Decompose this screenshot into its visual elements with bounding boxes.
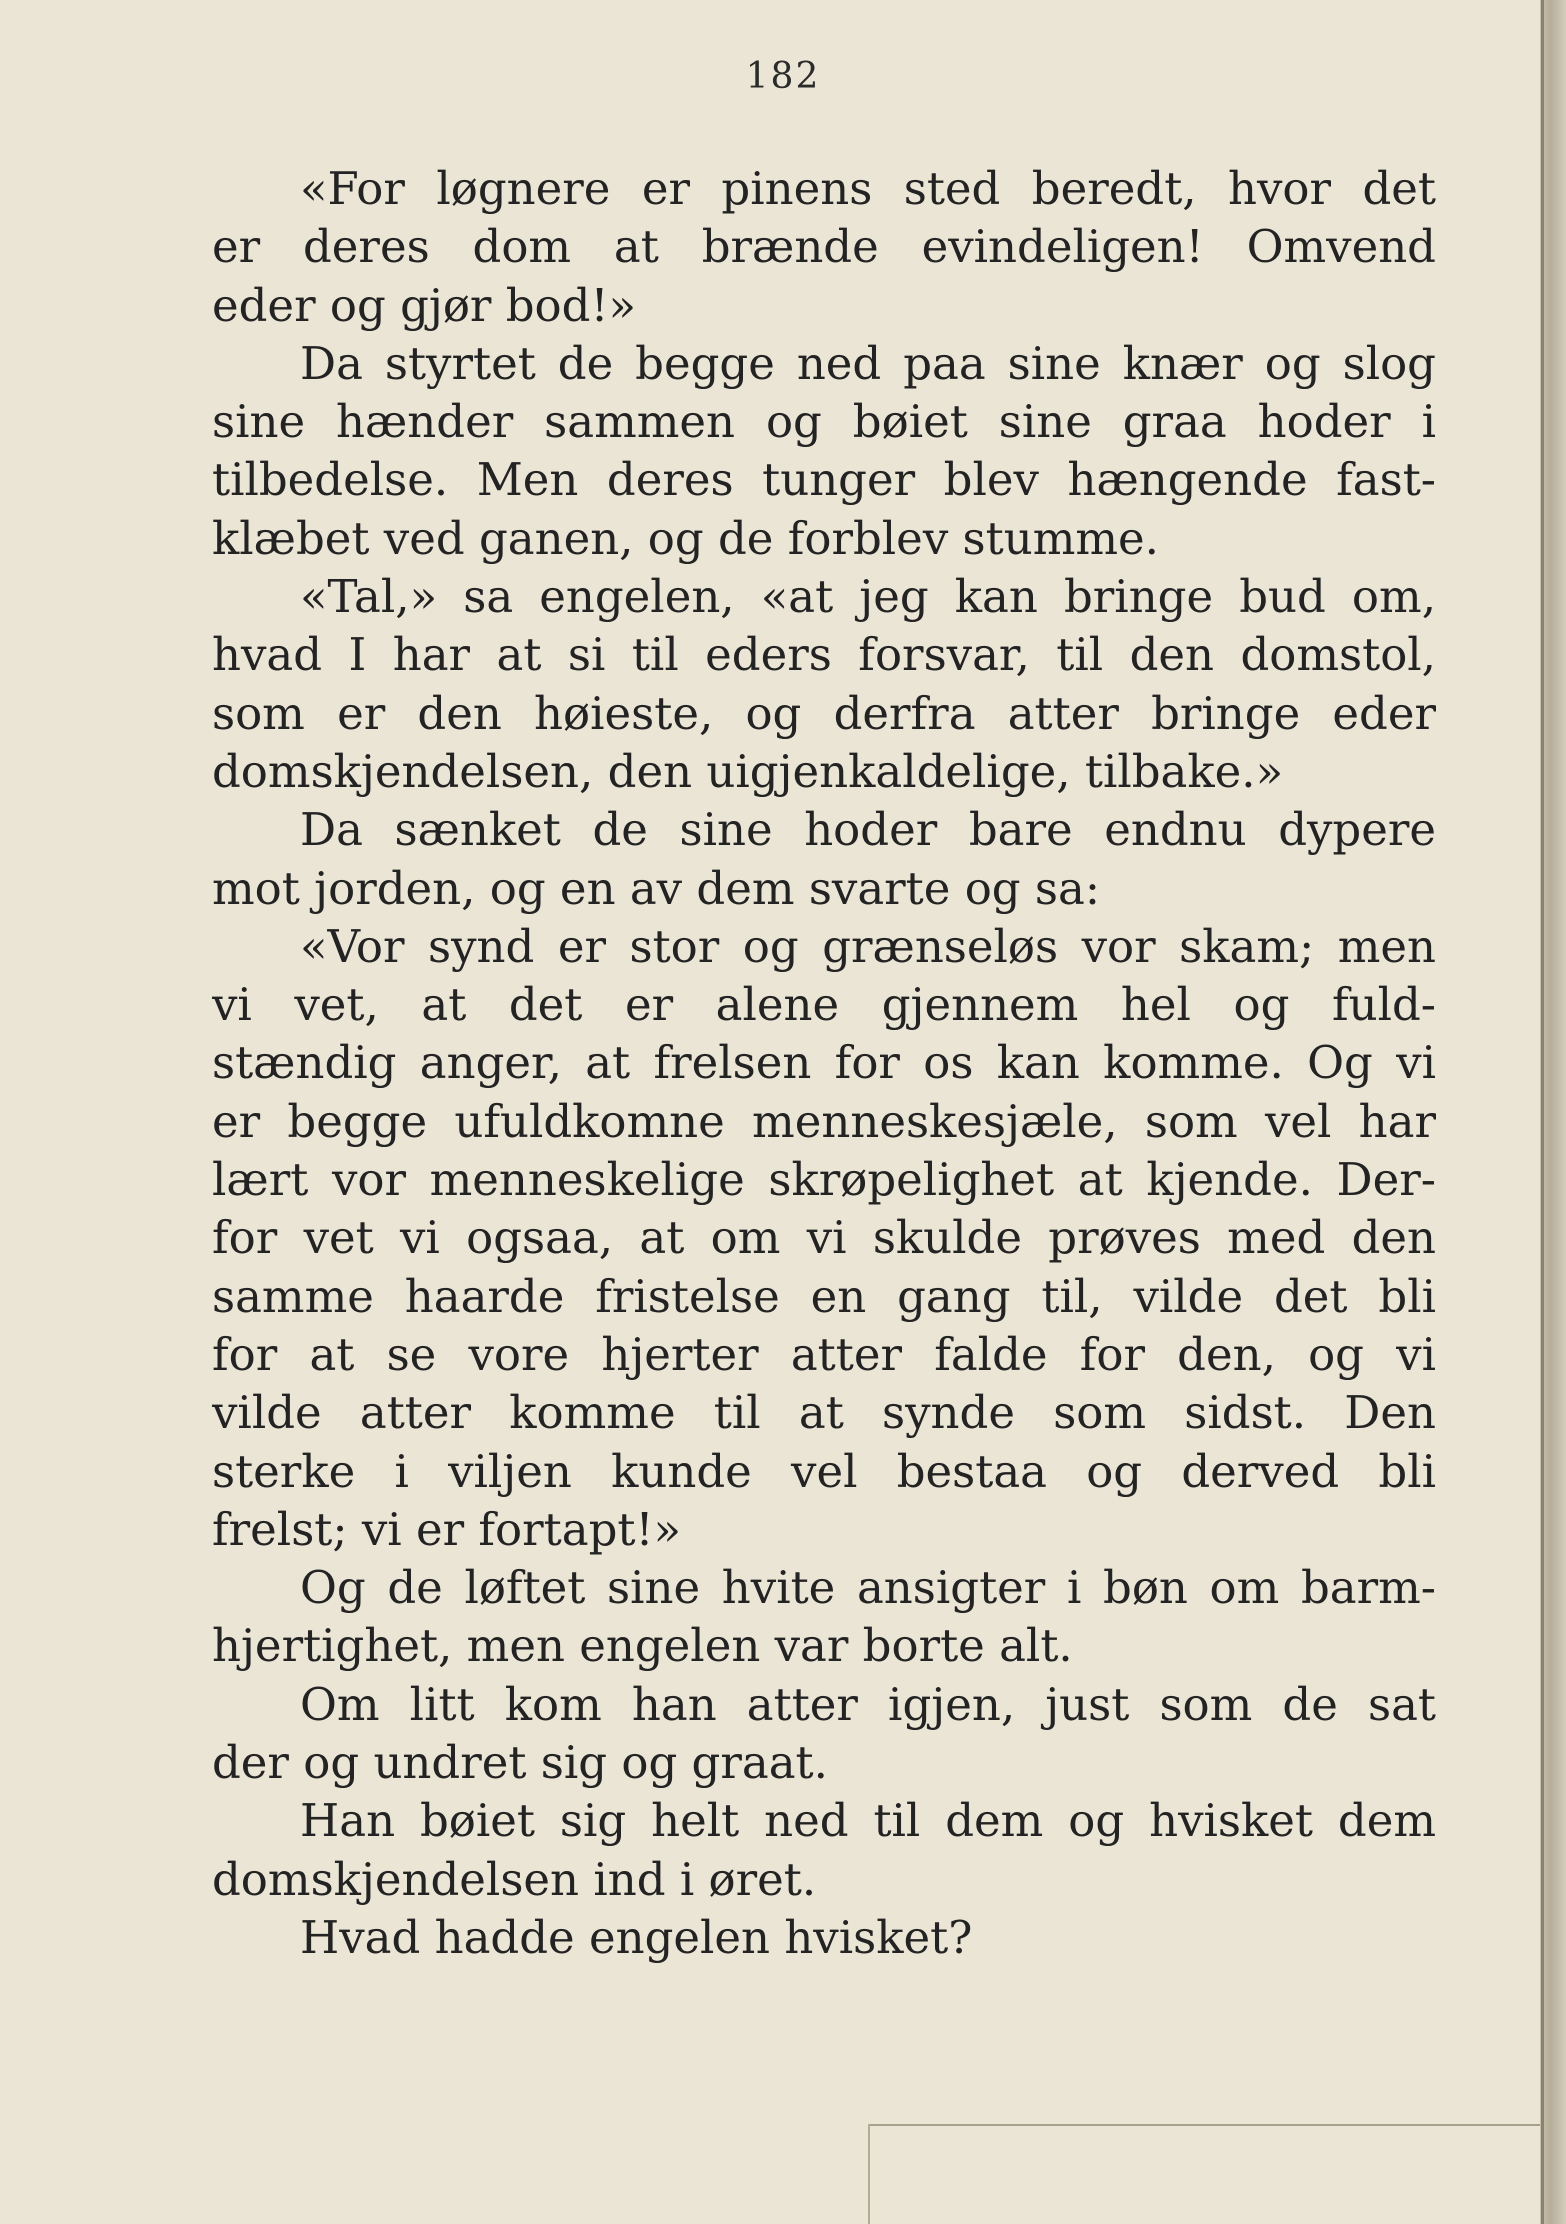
text-line: klæbet ved ganen, og de forblev stumme. xyxy=(212,511,1159,565)
text-line: for vet vi ogsaa, at om vi skulde prøves med den xyxy=(212,1211,1436,1265)
text-line: hvad I har at si til eders forsvar, til den domstol, xyxy=(212,628,1436,682)
text-line: tilbedelse. Men deres tunger blev hængende fast- xyxy=(212,453,1436,507)
text-line: Om litt kom han atter igjen, just som de sat xyxy=(300,1677,1436,1731)
text-line: stændig anger, at frelsen for os kan komme. Og vi xyxy=(212,1036,1436,1090)
scan-border-line xyxy=(870,2124,1540,2126)
body-text xyxy=(212,160,1436,1967)
text-line: samme haarde fristelse en gang til, vilde det bli xyxy=(212,1269,1436,1323)
text-line: «Tal,» sa engelen, «at jeg kan bringe bud om, xyxy=(300,570,1436,624)
text-line: er begge ufuldkomne menneskesjæle, som vel har xyxy=(212,1094,1436,1148)
text-line: «For løgnere er pinens sted beredt, hvor det xyxy=(300,162,1436,215)
text-line: Da styrtet de begge ned paa sine knær og slog xyxy=(300,336,1436,390)
text-line: vi vet, at det er alene gjennem hel og fuld- xyxy=(212,978,1436,1032)
text-line: Da sænket de sine hoder bare endnu dypere xyxy=(300,803,1436,857)
text-line: der og undret sig og graat. xyxy=(212,1736,828,1790)
text-line: frelst; vi er fortapt!» xyxy=(212,1502,682,1556)
text-line: hjertighet, men engelen var borte alt. xyxy=(212,1619,1073,1673)
text-line: eder og gjør bod!» xyxy=(212,278,637,332)
page-number: 182 xyxy=(745,56,821,97)
text-line: Og de løftet sine hvite ansigter i bøn om barm- xyxy=(300,1561,1436,1615)
text-line: sterke i viljen kunde vel bestaa og derved bli xyxy=(212,1444,1436,1498)
scan-border-line-vertical xyxy=(868,2124,870,2224)
text-line: som er den høieste, og derfra atter bringe eder xyxy=(212,686,1436,740)
text-line: vilde atter komme til at synde som sidst. Den xyxy=(212,1386,1436,1440)
text-line: domskjendelsen ind i øret. xyxy=(212,1852,817,1906)
text-line: lært vor menneskelige skrøpelighet at kjende. Der- xyxy=(212,1153,1436,1207)
text-line: domskjendelsen, den uigjenkaldelige, tilbake.» xyxy=(212,744,1284,798)
text-line: sine hænder sammen og bøiet sine graa hoder i xyxy=(212,395,1436,449)
text-line: Hvad hadde engelen hvisket? xyxy=(300,1910,973,1964)
text-line: «Vor synd er stor og grænseløs vor skam; men xyxy=(300,919,1436,973)
page-gutter-line xyxy=(1541,0,1544,2224)
text-line: er deres dom at brænde evindeligen! Omvend xyxy=(212,220,1436,274)
text-line: mot jorden, og en av dem svarte og sa: xyxy=(212,861,1100,915)
text-line: Han bøiet sig helt ned til dem og hvisket dem xyxy=(300,1794,1436,1848)
text-line: for at se vore hjerter atter falde for den, og vi xyxy=(212,1327,1436,1381)
